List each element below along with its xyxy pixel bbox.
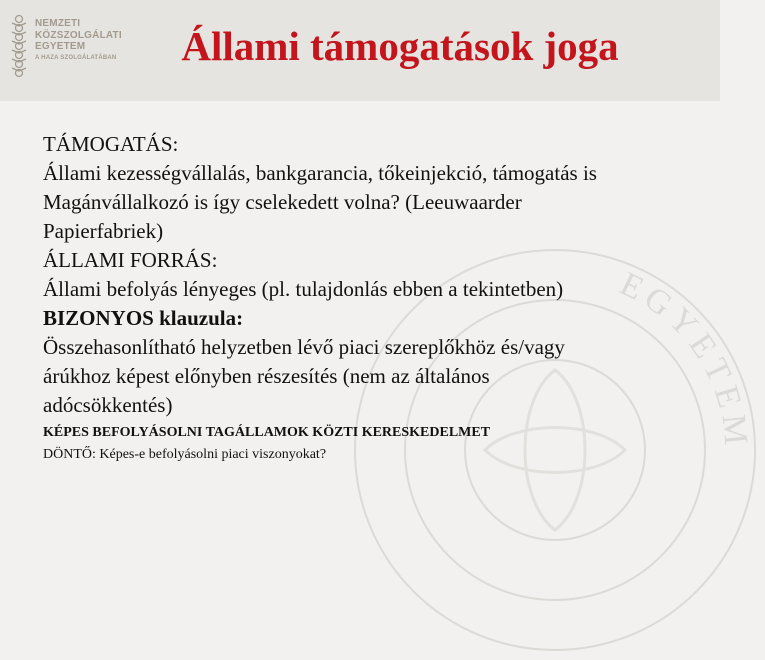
- body-line-8: KÉPES BEFOLYÁSOLNI TAGÁLLAMOK KÖZTI KERESKEDELMET: [43, 425, 491, 440]
- body-line-2: Állami kezességvállalás, bankgarancia, tőkeinjekció, támogatás is: [43, 161, 597, 185]
- university-logo: [10, 14, 130, 80]
- watermark-text: EGYETEM: [614, 265, 755, 453]
- body-line-9: DÖNTŐ: Képes-e befolyásolni piaci viszonyokat?: [43, 447, 327, 462]
- logo-tagline: A HAZA SZOLGÁLATÁBAN: [35, 54, 117, 61]
- body-line-3a: Magánvállalkozó is így cselekedett volna? (Leeuwaarder: [43, 190, 522, 214]
- body-line-7c: adócsökkentés): [43, 393, 173, 417]
- logo-line-1: NEMZETI: [35, 18, 81, 29]
- body-line-5: Állami befolyás lényeges (pl. tulajdonlás ebben a tekintetben): [43, 277, 564, 301]
- logo-line-2: KÖZSZOLGÁLATI: [35, 29, 122, 41]
- body-line-4: ÁLLAMI FORRÁS:: [43, 248, 218, 272]
- logo-line-3: EGYETEM: [35, 41, 86, 52]
- ornament-emblem-icon: [10, 14, 28, 80]
- page-title: Állami támogatások joga: [181, 23, 619, 69]
- body-line-7b: árúkhoz képest előnyben részesítés (nem az általános: [43, 364, 490, 388]
- body-line-6: BIZONYOS klauzula:: [43, 306, 244, 330]
- body-line-3b: Papierfabriek): [43, 219, 164, 243]
- logo-text: [35, 18, 122, 63]
- slide-body: [43, 130, 713, 466]
- body-line-1: TÁMOGATÁS:: [43, 132, 179, 156]
- body-line-7a: Összehasonlítható helyzetben lévő piaci szereplőkhöz és/vagy: [43, 335, 565, 359]
